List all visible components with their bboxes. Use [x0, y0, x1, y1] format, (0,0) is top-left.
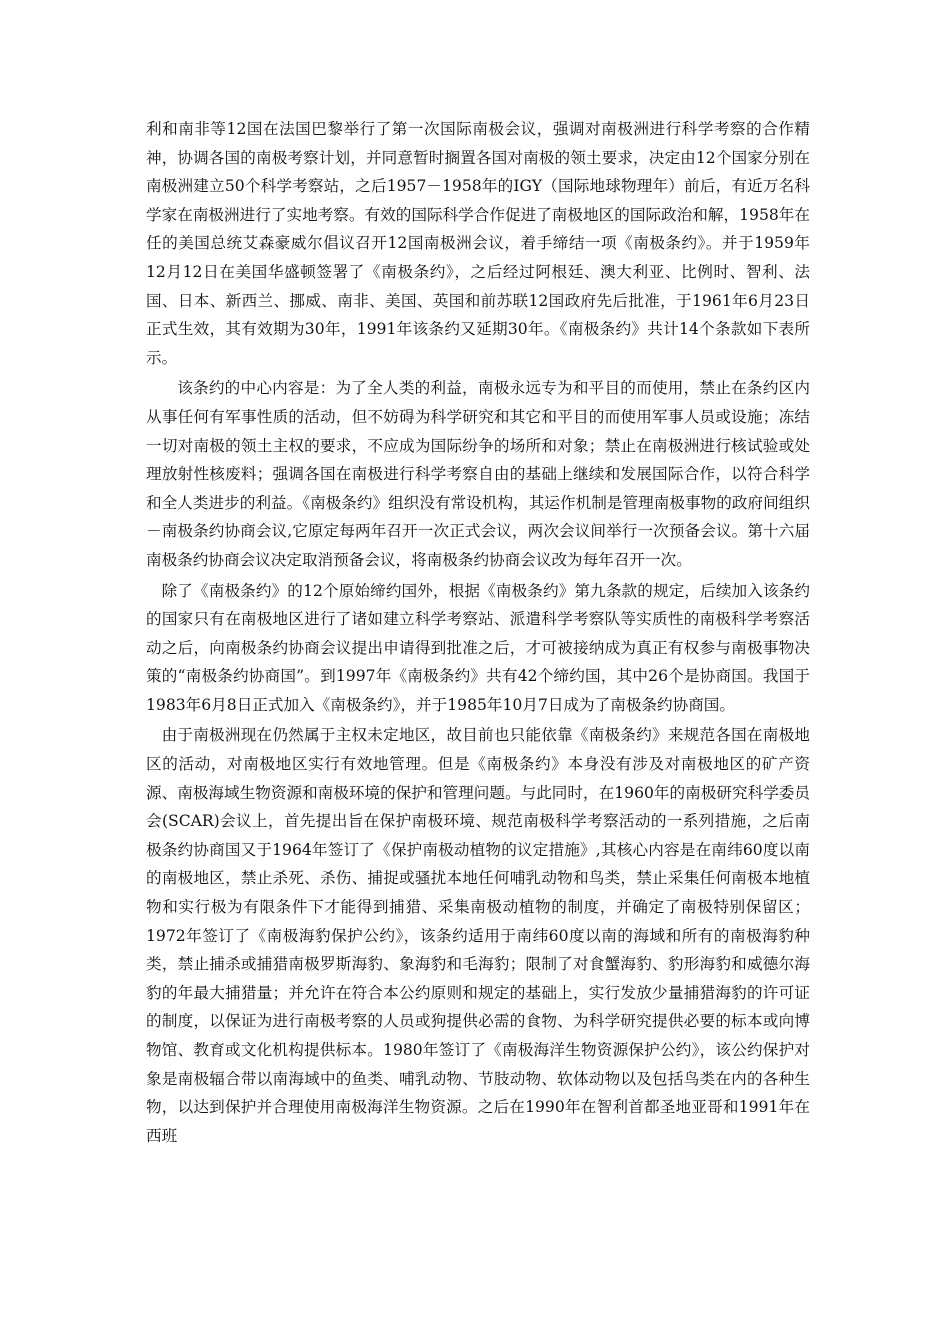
paragraph-consultative-parties: 除了《南极条约》的12个原始缔约国外，根据《南极条约》第九条款的规定，后续加入该条约的国家只有在南极地区进行了诸如建立科学考察站、派遣科学考察队等实质性的南极科学考察活动之后，向南极条约协商会议提出申请得到批准之后，才可被接纳成为真正有权参与南极事物决策的“南极条约协商国”。到1997年《南极条约》共有42个缔约国，其中26个是协商国。我国于1983年6月8日正式加入《南极条约》，并于1985年10月7日成为了南极条约协商国。 — [146, 581, 810, 714]
paragraph-treaty-core-content: 该条约的中心内容是：为了全人类的利益，南极永远专为和平目的而使用，禁止在条约区内从事任何有军事性质的活动，但不妨碍为科学研究和其它和平目的而使用军事人员或设施；冻结一切对南极的领土主权的要求，不应成为国际纷争的场所和对象；禁止在南极洲进行核试验或处理放射性核废料；强调各国在南极进行科学考察自由的基础上继续和发展国际合作，以符合科学和全人类进步的利益。《南极条约》组织没有常设机构，其运作机制是管理南极事物的政府间组织－南极条约协商会议,它原定每两年召开一次正式会议，两次会议间举行一次预备会议。第十六届南极条约协商会议决定取消预备会议，将南极条约协商会议改为每年召开一次。 — [146, 379, 810, 569]
paragraph-antarctic-treaty-history: 利和南非等12国在法国巴黎举行了第一次国际南极会议，强调对南极洲进行科学考察的合作精神，协调各国的南极考察计划，并同意暂时搁置各国对南极的领土要求，决定由12个国家分别在南极洲建立50个科学考察站，之后1957－1958年的IGY（国际地球物理年）前后，有近万名科学家在南极洲进行了实地考察。有效的国际科学合作促进了南极地区的国际政治和解，1958年在任的美国总统艾森豪威尔倡议召开12国南极洲会议，着手缔结一项《南极条约》。并于1959年12月12日在美国华盛顿签署了《南极条约》，之后经过阿根廷、澳大利亚、比例时、智利、法国、日本、新西兰、挪威、南非、美国、英国和前苏联12国政府先后批准，于1961年6月23日正式生效，其有效期为30年，1991年该条约又延期30年。《南极条约》共计14个条款如下表所示。 — [146, 120, 810, 367]
paragraph-environmental-protection: 由于南极洲现在仍然属于主权未定地区，故目前也只能依靠《南极条约》来规范各国在南极地区的活动，对南极地区实行有效地管理。但是《南极条约》本身没有涉及对南极地区的矿产资源、南极海域生物资源和南极环境的保护和管理问题。与此同时，在1960年的南极研究科学委员会(SCAR)会议上，首先提出旨在保护南极环境、规范南极科学考察活动的一系列措施，之后南极条约协商国又于1964年签订了《保护南极动植物的议定措施》,其核心内容是在南纬60度以南的南极地区，禁止杀死、杀伤、捕捉或骚扰本地任何哺乳动物和鸟类，禁止采集任何南极本地植物和实行极为有限条件下才能得到捕猎、采集南极动植物的制度，并确定了南极特别保留区；1972年签订了《南极海豹保护公约》，该条约适用于南纬60度以南的海域和所有的南极海豹种类，禁止捕杀或捕猎南极罗斯海豹、象海豹和毛海豹；限制了对食蟹海豹、豹形海豹和威德尔海豹的年最大捕猎量；并允许在符合本公约原则和规定的基础上，实行发放少量捕猎海豹的许可证的制度，以保证为进行南极考察的人员或狗提供必需的食物、为科学研究提供必要的标本或向博物馆、教育或文化机构提供标本。1980年签订了《南极海洋生物资源保护公约》，该公约保护对象是南极辐合带以南海域中的鱼类、哺乳动物、节肢动物、软体动物以及包括鸟类在内的各种生物，以达到保护并合理使用南极海洋生物资源。之后在1990年在智利首都圣地亚哥和1991年在西班 — [146, 726, 810, 1145]
document-body — [146, 115, 810, 1150]
